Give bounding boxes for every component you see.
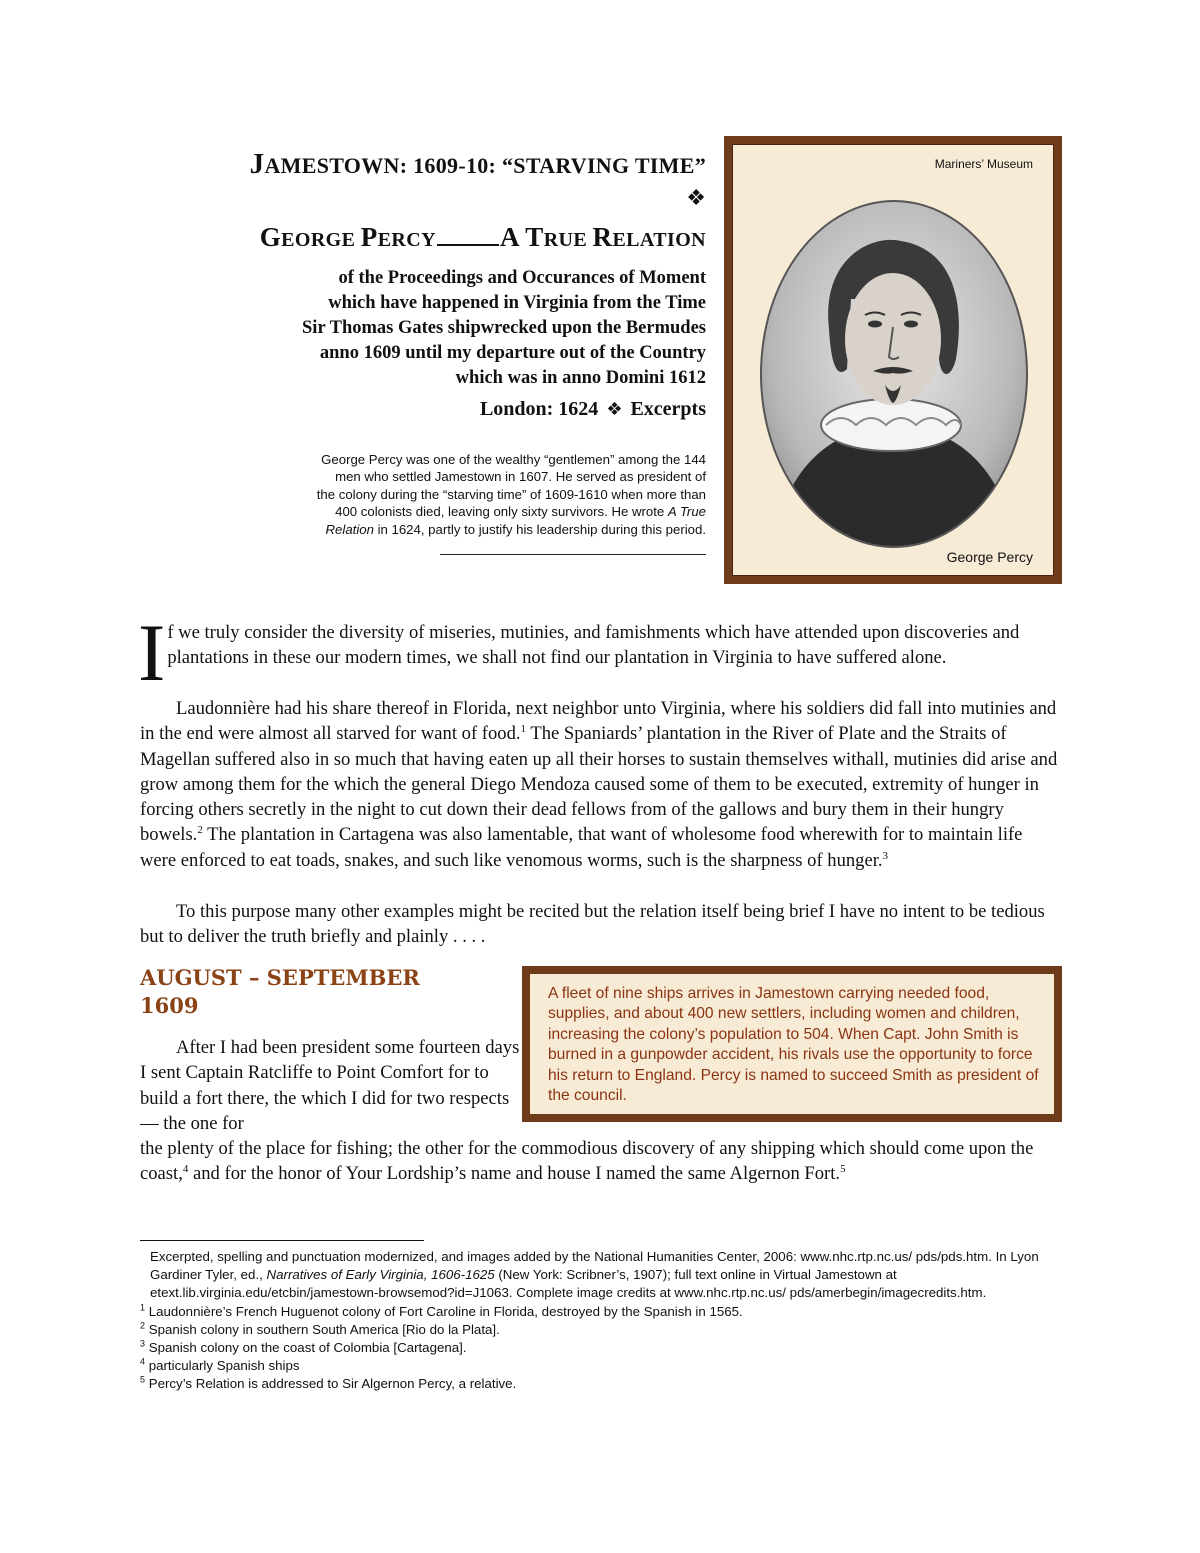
footnote-5: $^5$ Percy’s Relation is addressed to Sir Algernon Percy, a relative. bbox=[140, 1375, 517, 1392]
footnote-3: $^3$ Spanish colony on the coast of Colombia [Cartagena]. bbox=[140, 1338, 467, 1356]
fleuron-ornament-icon: ❖ bbox=[686, 186, 706, 211]
context-sidebox bbox=[522, 966, 1062, 1122]
title-underline bbox=[437, 243, 499, 246]
intro-divider bbox=[440, 554, 706, 555]
footnote-ref-5[interactable]: 5 bbox=[840, 1163, 846, 1176]
footnote-ref-3[interactable]: 3 bbox=[882, 849, 889, 862]
paragraph-4-continued: the plenty of the place for fishing; the other for the commodious discovery of any shipping which should come upon the coast,$^4$ and for the honor of Your Lordship’s name and house I named the same Algernon Fort.$^5$ bbox=[140, 1138, 1034, 1185]
george-percy-portrait bbox=[751, 179, 1037, 555]
footnote-divider bbox=[140, 1240, 424, 1241]
author-and-work-title: GEORGE PERCY A TRUE RELATION bbox=[259, 222, 706, 252]
footnote-2: $^2$ Spanish colony in southern South America [Rio do la Plata]. bbox=[140, 1320, 500, 1337]
publication-line: London: 1624 ❖ Excerpts bbox=[479, 398, 706, 420]
footnotes bbox=[140, 1248, 1060, 1394]
sidebox-text: A fleet of nine ships arrives in Jamestown carrying needed food, supplies, and about 400 new settlers, including women and children, increasing the colony’s population to 504. When Capt. John Smith is burned in a gunpowder accident, his rivals use the opportunity to force his return to England. Percy is named to succeed Smith as president of the council. bbox=[530, 974, 1054, 1114]
drop-cap: I bbox=[138, 607, 166, 698]
image-credit: Mariners’ Museum bbox=[934, 157, 1033, 171]
diamond-ornament-icon: ❖ bbox=[606, 399, 623, 420]
footnote-ref-2[interactable]: 2 bbox=[197, 824, 203, 837]
footnote-ref-1[interactable]: 1 bbox=[520, 723, 527, 736]
portrait-frame bbox=[724, 136, 1062, 584]
footnote-1: $^1$ Laudonnière’s French Huguenot colony of Fort Caroline in Florida, destroyed by the Spanish in 1565. bbox=[140, 1302, 743, 1319]
footnote-4: $^4$ particularly Spanish ships bbox=[140, 1356, 300, 1374]
source-note: Excerpted, spelling and punctuation modernized, and images added by the National Humanities Center, 2006: www.nhc.rtp.nc.us/ pds/pds.htm. In Lyon Gardiner Tyler, ed., Narratives of Early Virginia, 1606-1625 (New York: Scribner’s, 1907); full text online in Virtual Jamestown at etext.lib.virginia.edu/etcbin/jamestown-browsemod?id=J1063. Complete image credits at www.nhc.rtp.nc.us/ pds/amerbegin/imagecredits.htm. bbox=[150, 1249, 1039, 1301]
paragraph-3: To this purpose many other examples might be recited but the relation itself being brief I have no intent to be tedious but to deliver the truth briefly and plainly . . . . bbox=[140, 901, 1045, 948]
document-title: JAMESTOWN: 1609-10: “STARVING TIME” bbox=[249, 148, 706, 180]
paragraph-4-start: After I had been president some fourteen days I sent Captain Ratcliffe to Point Comfort for to build a fort there, the which I did for two respects — the one for bbox=[140, 1037, 520, 1134]
work-subtitle: of the Proceedings and Occurances of Moment which have happened in Virginia from the Time Sir Thomas Gates shipwrecked upon the Bermudes anno 1609 until my departure out of the Country which was in anno Domini 1612 bbox=[302, 268, 706, 388]
portrait-caption: George Percy bbox=[946, 549, 1033, 565]
footnote-ref-4[interactable]: 4 bbox=[182, 1163, 189, 1176]
section-heading: AUGUST – SEPTEMBER 1609 bbox=[140, 965, 420, 1018]
paragraph-2: Laudonnière had his share thereof in Florida, next neighbor unto Virginia, where his soldiers did fall into mutinies and in the end were almost all starved for want of food.$^1$ The Spaniards’ plantation in the River of Plate and the Straits of Magellan suffered also in so much that having eaten up all their horses to sustain themselves withall, mutinies did arise and grow among them for the which the general Diego Mendoza caused some of them to be executed, extremity of hunger in forcing others secretly in the night to cut down their dead fellows from of the gallows and bury them in their hungry bowels.$^2$ The plantation in Cartagena was also lamentable, that want of wholesome food wherewith for to maintain life were enforced to eat toads, snakes, and such like venomous worms, such is the sharpness of hunger.$^3$ bbox=[140, 698, 1058, 871]
intro-note: George Percy was one of the wealthy “gentlemen” among the 144 men who settled Jamestown in 1607. He served as president of the colony during the “starving time” of 1609-1610 when more than 400 colonists died, leaving only sixty survivors. He wrote A True Relation in 1624, partly to justify his leadership during this period. bbox=[316, 452, 706, 537]
paragraph-1: If we truly consider the diversity of miseries, mutinies, and famishments which have attended upon discoveries and plantations in these our modern times, we shall not find our plantation in Virginia to have suffered alone. bbox=[138, 607, 1020, 698]
